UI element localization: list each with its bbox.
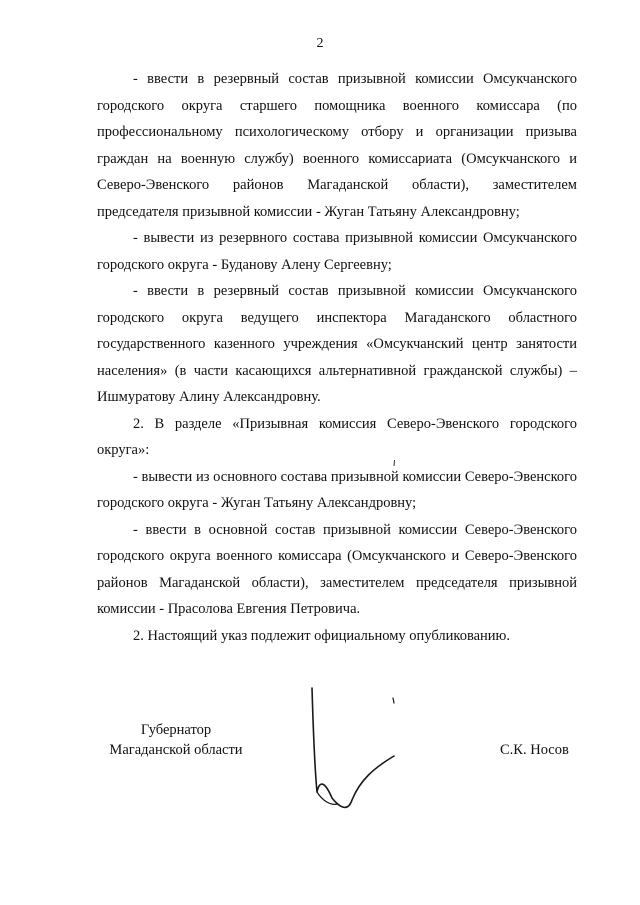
paragraph-reserve-add-zhugan: - ввести в резервный состав призывной комиссии Омсукчанского городского округа старшего помощника военного комиссара (по профессиональному психологическому отбору и организации призыва граждан на военную службу) военного комиссариата (Омсукчанского и Северо-Эвенского районов Магаданской области), заместителем председателя призывной комиссии - Жуган Татьяну Александровну; [97, 71, 577, 220]
stray-ink-mark [393, 460, 396, 466]
paragraph-reserve-add-ishmuratova: - ввести в резервный состав призывной комиссии Омсукчанского городского округа ведущего инспектора Магаданского областного государственного казенного учреждения «Омсукчанский центр занятости населения» (в части касающихся альтернативной гражданской службы) – Ишмуратову Алину Александровну. [97, 283, 577, 405]
signer-name: С.К. Носов [500, 742, 569, 758]
document-body [97, 66, 577, 649]
signer-title-line2: Магаданской области [109, 742, 243, 758]
page-number: 2 [316, 36, 324, 51]
signer-title-line1: Губернатор [140, 722, 212, 738]
paragraph-publication: 2. Настоящий указ подлежит официальному опубликованию. [133, 627, 511, 644]
paragraph-main-remove-zhugan: - вывести из основного состава призывной комиссии Северо-Эвенского городского округа - Жуган Татьяну Александровну; [97, 468, 577, 511]
paragraph-main-add-prasolov: - ввести в основной состав призывной комиссии Северо-Эвенского городского округа военного комиссара (Омсукчанского и Северо-Эвенского районов Магаданской области), заместителем председателя призывной комиссии - Прасолова Евгения Петровича. [97, 521, 577, 617]
paragraph-reserve-remove-budanova: - вывести из резервного состава призывной комиссии Омсукчанского городского округа - Буданову Алену Сергеевну; [97, 230, 577, 273]
paragraph-section-severo-evensk: 2. В разделе «Призывная комиссия Северо-Эвенского городского округа»: [97, 415, 577, 458]
signature-block [0, 720, 640, 840]
signer-title [96, 720, 256, 760]
handwritten-signature [290, 680, 410, 820]
